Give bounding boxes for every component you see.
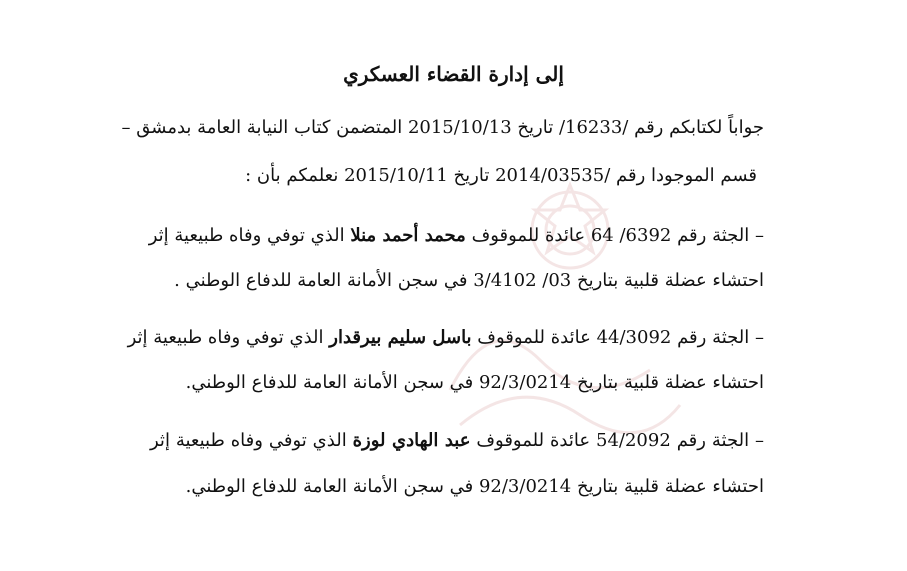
entry-3-suffix: الذي توفي وفاه طبيعية إثر (150, 430, 347, 451)
entry-1-prefix: – الجثة رقم 6392/ 64 عائدة للموقوف (471, 225, 764, 246)
intro-line-1: جواباً لكتابكم رقم /16233/ تاريخ 2015/10/13 المتضمن كتاب النيابة العامة بدمشق – (121, 117, 764, 138)
entry-1-suffix: الذي توفي وفاه طبيعية إثر (148, 225, 345, 246)
entry-2-suffix: الذي توفي وفاه طبيعية إثر (127, 327, 324, 348)
entry-2-line-2: احتشاء عضلة قلبية بتاريخ 92/3/0214 في سجن الأمانة العامة للدفاع الوطني. (185, 372, 764, 393)
entry-3-line-1 (150, 430, 764, 451)
entry-1-line-1 (150, 225, 764, 246)
entry-2-prefix: – الجثة رقم 44/3092 عائدة للموقوف (477, 327, 764, 348)
entry-2-name: باسل سليم بيرقدار (329, 327, 472, 348)
entry-3-name: عبد الهادي لوزة (352, 430, 471, 451)
entry-1-line-2: احتشاء عضلة قلبية بتاريخ 03/ 3/4102 في سجن الأمانة العامة للدفاع الوطني . (174, 270, 764, 291)
document-heading: إلى إدارة القضاء العسكري (343, 62, 564, 86)
entry-2-line-1 (127, 327, 764, 348)
emblem-watermark-icon (430, 160, 690, 440)
intro-line-2: قسم الموجودا رقم /2014/03535 تاريخ 2015/10/11 نعلمكم بأن : (245, 165, 757, 186)
entry-3-line-2: احتشاء عضلة قلبية بتاريخ 92/3/0214 في سجن الأمانة العامة للدفاع الوطني. (185, 476, 764, 497)
entry-1-name: محمد أحمد منلا (350, 225, 466, 246)
entry-3-prefix: – الجثة رقم 54/2092 عائدة للموقوف (476, 430, 764, 451)
